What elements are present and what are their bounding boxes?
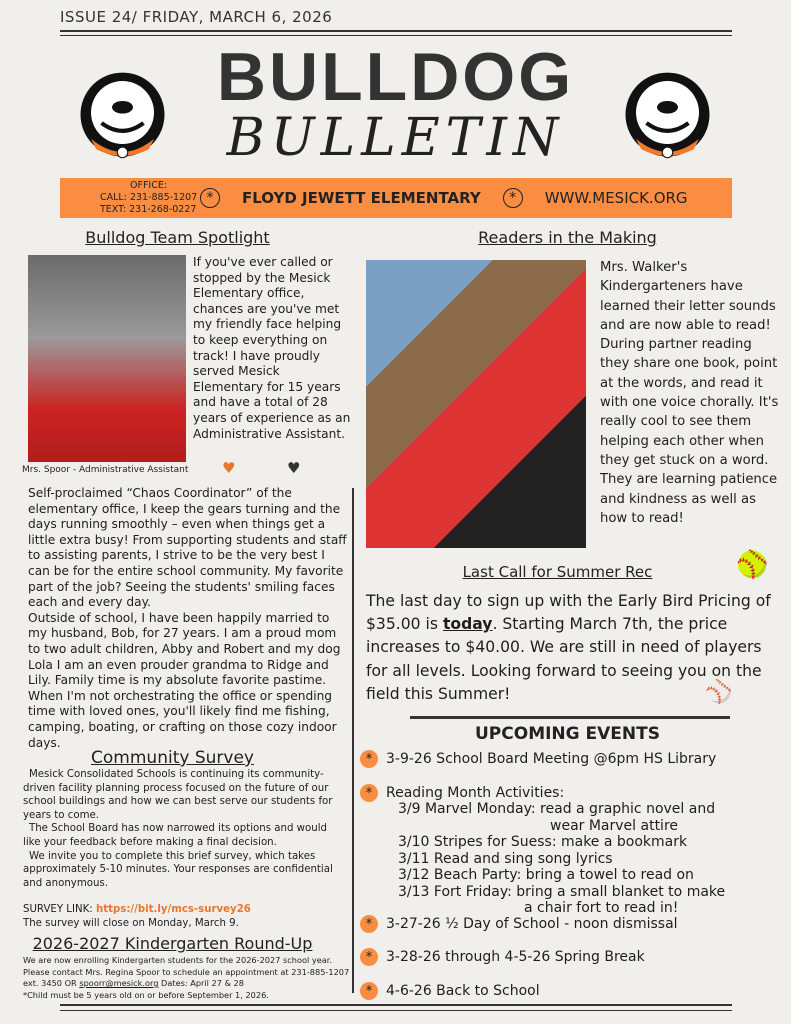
- event-text: 4-6-26 Back to School: [386, 983, 540, 999]
- event-text: 3-28-26 through 4-5-26 Spring Break: [386, 949, 645, 965]
- event-text: 3-9-26 School Board Meeting @6pm HS Library: [386, 751, 717, 767]
- email-link[interactable]: spoorr@mesick.org: [79, 978, 159, 988]
- age-note: *Child must be 5 years old on or before September 1, 2026.: [23, 989, 269, 1000]
- asterisk-icon: *: [503, 188, 523, 208]
- readers-body: Mrs. Walker's Kindergarteners have learned their letter sounds and are now able to read! During partner reading they share one book, point at the words, and read it with one voice chorally. It's really cool to see them helping each other when they get stuck on a word. They are learning patience and kindness as well as how to read!: [600, 260, 779, 526]
- title-bulldog: BULLDOG: [216, 39, 575, 115]
- activity: 3/13 Fort Friday: bring a small blanket to make: [398, 883, 726, 900]
- readers-heading: Readers in the Making: [478, 228, 657, 247]
- heart-icon: ♥: [287, 459, 301, 477]
- asterisk-icon: *: [200, 188, 220, 208]
- spotlight-paragraph: When I'm not orchestrating the office or spending time with loved ones, you'll likely find me fishing, camping, boating, or crafting on those cozy indoor days.: [28, 688, 337, 750]
- activity: 3/9 Marvel Monday: read a graphic novel and: [398, 801, 716, 817]
- summer-heading: Last Call for Summer Rec: [462, 563, 653, 581]
- photo-caption: Mrs. Spoor - Administrative Assistant: [22, 465, 189, 475]
- heart-icon: ♥: [222, 459, 236, 477]
- reading-activities: [398, 801, 778, 917]
- activity: wear Marvel attire: [550, 817, 679, 834]
- reading-photo: [366, 260, 586, 548]
- event-item: [360, 915, 678, 933]
- divider: [410, 716, 730, 719]
- staff-photo: [28, 255, 186, 462]
- roundup-dates: Dates: April 27 & 28: [158, 978, 244, 988]
- divider: [60, 30, 732, 32]
- softball-player-icon: 🥎: [736, 550, 769, 580]
- office-contact: [100, 180, 200, 216]
- summer-text: . Starting March 7th, the price increases to $40.00. We are still in need of players for all levels. Looking forward to seeing you on the field this Summer!: [366, 615, 762, 703]
- spotlight-intro: If you've ever called or stopped by the Mesick Elementary office, chances are you've met my friendly face helping to keep everything on track! I have proudly served Mesick Elementary for 15 years and have a total of 28 years of experience as an Administrative Assistant.: [193, 255, 351, 441]
- activity: a chair fort to read in!: [524, 900, 679, 916]
- divider: [60, 1004, 732, 1006]
- title-bulletin: BULLETIN: [226, 108, 565, 168]
- info-bar: [60, 178, 732, 218]
- event-text: 3-27-26 ½ Day of School - noon dismissal: [386, 916, 678, 932]
- spotlight-paragraph: Outside of school, I have been happily married to my husband, Bob, for 27 years. I am a proud mom to two adult children, Abby and Robert and my dog Lola I am an even prouder grandma to Ridge and Lily. Family time is my absolute favorite pastime.: [28, 610, 341, 688]
- divider: [60, 1010, 732, 1011]
- event-item: [360, 948, 645, 966]
- event-item: [360, 982, 540, 1000]
- survey-close-date: The survey will close on Monday, March 9.: [23, 917, 239, 929]
- summer-text: The last day to sign up with the Early Bird Pricing of $35.00 is: [366, 592, 771, 634]
- divider: [60, 35, 732, 36]
- asterisk-bullet-icon: *: [360, 750, 378, 768]
- activity: 3/10 Stripes for Suess: make a bookmark: [398, 834, 688, 850]
- survey-paragraph: The School Board has now narrowed its options and would like your feedback before making a final decision.: [23, 823, 327, 848]
- kindergarten-text: We are now enrolling Kindergarten students for the 2026-2027 school year. Please contact Mrs. Regina Spoor to schedule an appointment at 231-885-1207 ext. 3450 OR: [23, 955, 350, 988]
- survey-link[interactable]: https://bit.ly/mcs-survey26: [95, 904, 251, 916]
- event-text: Reading Month Activities:: [386, 785, 565, 801]
- office-label: OFFICE:: [130, 180, 168, 191]
- event-item: [360, 784, 564, 802]
- activity: 3/11 Read and sing song lyrics: [398, 850, 613, 867]
- events-heading: UPCOMING EVENTS: [475, 724, 660, 744]
- survey-heading: Community Survey: [91, 748, 254, 768]
- spotlight-heading: Bulldog Team Spotlight: [85, 228, 270, 247]
- kindergarten-body: [23, 955, 353, 1001]
- survey-link-label: SURVEY LINK:: [23, 904, 96, 916]
- survey-paragraph: We invite you to complete this brief survey, which takes approximately 5-10 minutes. Your responses are confidential and anonymous.: [23, 850, 333, 889]
- website-link[interactable]: WWW.MESICK.ORG: [544, 189, 688, 207]
- school-name: FLOYD JEWETT ELEMENTARY: [242, 189, 481, 207]
- asterisk-bullet-icon: *: [360, 982, 378, 1000]
- survey-paragraph: Mesick Consolidated Schools is continuing its community-driven facility planning process focused on the future of our school buildings and how we can best serve our students for years to come.: [23, 769, 333, 821]
- kindergarten-heading: 2026-2027 Kindergarten Round-Up: [32, 934, 313, 953]
- today-emphasis: today: [442, 615, 493, 634]
- baseball-player-icon: ⚾: [705, 680, 733, 705]
- issue-date: ISSUE 24/ FRIDAY, MARCH 6, 2026: [60, 8, 333, 26]
- call-number: CALL: 231-885-1207: [100, 192, 198, 203]
- spotlight-paragraph: Self-proclaimed “Chaos Coordinator” of the elementary office, I keep the gears turning and the days running smoothly – even when things get a little extra busy! From supporting students and staff to assisting parents, I strive to be the very best I can be for the entire school community. My favorite part of the job? Seeing the students' smiling faces each and every day.: [28, 486, 347, 610]
- text-number: TEXT: 231-268-0227: [100, 204, 197, 215]
- event-item: [360, 750, 716, 768]
- survey-body: [23, 768, 345, 931]
- asterisk-bullet-icon: *: [360, 948, 378, 966]
- spotlight-body: [28, 486, 348, 751]
- asterisk-bullet-icon: *: [360, 915, 378, 933]
- asterisk-bullet-icon: *: [360, 784, 378, 802]
- activity: 3/12 Beach Party: bring a towel to read on: [398, 867, 694, 883]
- column-divider: [352, 488, 354, 993]
